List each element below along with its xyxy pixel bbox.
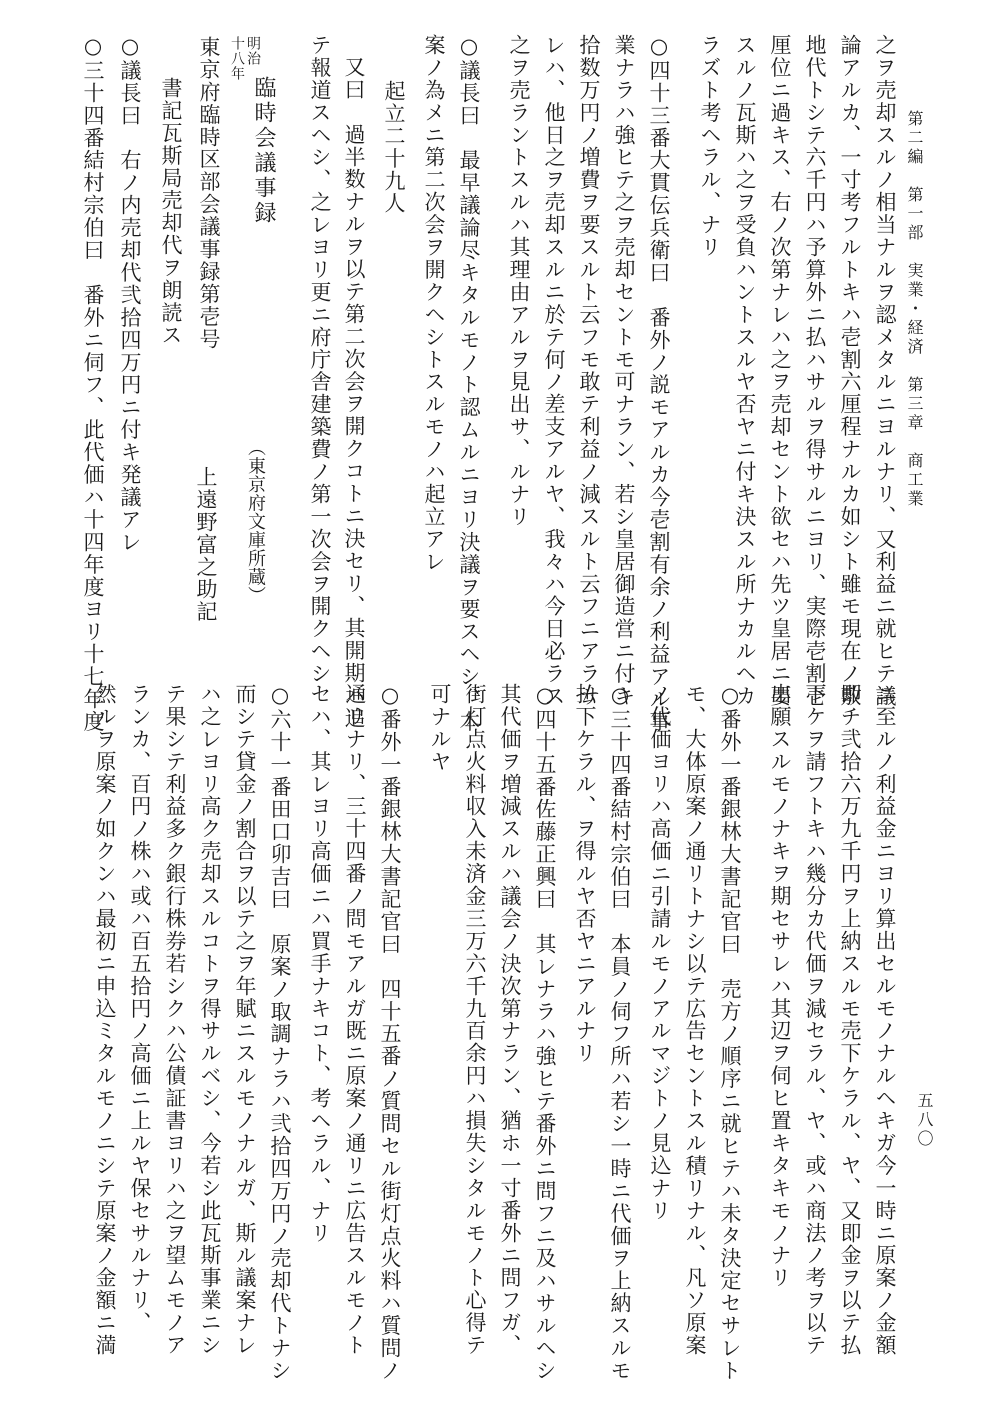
vote-result: 起立二十九人 (382, 80, 406, 215)
date-year-name: 十八年 (229, 36, 245, 81)
text-column: 払下ケラル、ヲ得ルヤ否ヤニアルナリ (573, 683, 597, 1065)
text-column: 可ナルヤ (428, 683, 452, 773)
text-column: 然ルヲ原案ノ如クンハ最初ニ申込ミタルモノニシテ原案ノ金額ニ満 (93, 683, 117, 1357)
text-column: セハ、其レヨリ高価ニハ買手ナキコト、考ヘラル、ナリ (308, 683, 332, 1245)
text-column: 又曰 過半数ナルヲ以テ第二次会ヲ開クコトニ決セリ、其開期ハ追 (342, 56, 366, 730)
text-column: 其代価ヲ増減スルハ議会ノ決次第ナラン、猶ホ一寸番外ニ問フガ、 (498, 683, 522, 1357)
text-column: 書記瓦斯局売却代ヲ朗読ス (159, 77, 183, 347)
text-column: テ果シテ利益多ク銀行株券若シクハ公債証書ヨリハ之ヲ望ムモノア (163, 683, 187, 1357)
text-column: ハ之レヨリ高ク売却スルコトヲ得サルベシ、今若シ此瓦斯事業ニシ (198, 683, 222, 1357)
speaker-column: ○六十一番田口卯吉曰 原案ノ取調ナラハ弐拾四万円ノ売却代トナシ (268, 683, 292, 1382)
text-column: 出願スルモノナキヲ期セサレハ其辺ヲ伺ヒ置キタキモノナリ (768, 683, 792, 1290)
text-column: 論アルカ、一寸考フルトキハ壱割六厘程ナルカ如シト雖モ現在ノ敷 (838, 34, 862, 708)
text-column: 業ナラハ強ヒテ之ヲ売却セントモ可ナラン、若シ皇居御造営ニ付キ (612, 34, 636, 708)
recorder-name: 上遠野富之助記 (194, 466, 218, 624)
text-column: 之ヲ売ラントスルハ其理由アルヲ見出サ、ルナリ (507, 34, 531, 528)
text-column: 拾数万円ノ増費ヲ要スルト云フモ敢テ利益ノ減スルト云フニアラサ (577, 34, 601, 708)
speaker-column: ○番外一番銀林大書記官曰 売方ノ順序ニ就ヒテハ未タ決定セサレト (718, 683, 742, 1382)
date-era-name: 明治 (245, 36, 261, 66)
speaker-column: ○四十五番佐藤正興曰 其レナラハ強ヒテ番外ニ問フニ及ハサルヘシ (533, 683, 557, 1382)
text-column: ノ代価ヨリハ高価ニ引請ルモノアルマジトノ見込ナリ (648, 683, 672, 1222)
section-title: 臨時会議事録 (251, 76, 276, 226)
text-column: テ報道スヘシ、之レヨリ更ニ府庁舎建築費ノ第一次会ヲ開クヘシ (308, 34, 332, 686)
text-column: ニ至ルノ利益金ニヨリ算出セルモノナルヘキガ今一時ニ原案ノ金額 (873, 683, 897, 1357)
text-column: ランカ、百円ノ株ハ或ハ百五拾円ノ高価ニ上ルヤ保セサルナリ、 (128, 683, 152, 1335)
speaker-column: ○四十三番大貫伝兵衛曰 番外ノ説モアルカ今壱割有余ノ利益アル事 (647, 34, 671, 733)
speaker-column: ○三十四番結村宗伯曰 本員ノ伺フ所ハ若シ一時ニ代価ヲ上納スルモ (608, 683, 632, 1382)
text-column: 案ノ為メニ第二次会ヲ開クヘシトスルモノハ起立アレ (422, 34, 446, 573)
running-header: 第二編 第一部 実業・経済 第三章 商工業 (905, 110, 924, 509)
record-title: 東京府臨時区部会議事録第壱号 (197, 36, 221, 351)
page-number: 五八〇 (915, 1092, 934, 1149)
date-year (229, 36, 245, 81)
text-column: 之ヲ売却スルノ相当ナルヲ認メタルニヨルナリ、又利益ニ就ヒテ議 (873, 34, 897, 708)
date-era (245, 36, 261, 66)
speaker-column: ○議長曰 最早議論尽キタルモノト認ムルニヨリ決議ヲ要スヘシ、本 (457, 34, 481, 733)
text-column: 即チ弐拾六万九千円ヲ上納スルモ売下ケラル、ヤ、又即金ヲ以テ払 (838, 683, 862, 1357)
text-column: 厘位ニ過キス、右ノ次第ナレハ之ヲ売却セント欲セハ先ツ皇居ニ要 (768, 34, 792, 708)
text-column: レハ、他日之ヲ売却スルニ於テ何ノ差支アルヤ、我々ハ今日必ラス (542, 34, 566, 708)
text-column: モ、大体原案ノ通リトナシ以テ広告セントスル積リナル、凡ソ原案 (683, 683, 707, 1357)
text-column: ラズト考ヘラル、ナリ (698, 34, 722, 259)
speaker-column: ○番外一番銀林大書記官曰 四十五番ノ質問セル街灯点火料ハ質問ノ (378, 683, 402, 1382)
text-column: 街灯点火料収入未済金三万六千九百余円ハ損失シタルモノト心得テ (463, 683, 487, 1357)
text-column: 而シテ貸金ノ割合ヲ以テ之ヲ年賦ニスルモノナルガ、斯ル議案ナレ (233, 683, 257, 1357)
text-column: 通リナリ、三十四番ノ問モアルガ既ニ原案ノ通リニ広告スルモノト (343, 683, 367, 1357)
source-note: （東京府文庫所蔵） (245, 438, 266, 605)
speaker-column: ○三十四番結村宗伯曰 番外ニ伺フ、此代価ハ十四年度ヨリ十七年度 (81, 34, 105, 733)
text-column: 下ケヲ請フトキハ幾分カ代価ヲ減セラル、ヤ、或ハ商法ノ考ヲ以テ (803, 683, 827, 1357)
text-column: 地代トシテ六千円ハ予算外ニ払ハサルヲ得サルニヨリ、実際壱割壱 (803, 34, 827, 708)
speaker-column: ○議長曰 右ノ内売却代弐拾四万円ニ付キ発議アレ (118, 34, 142, 554)
text-column: スルノ瓦斯ハ之ヲ受負ハントスルヤ否ヤニ付キ決スル所ナカルヘカ (733, 34, 757, 708)
